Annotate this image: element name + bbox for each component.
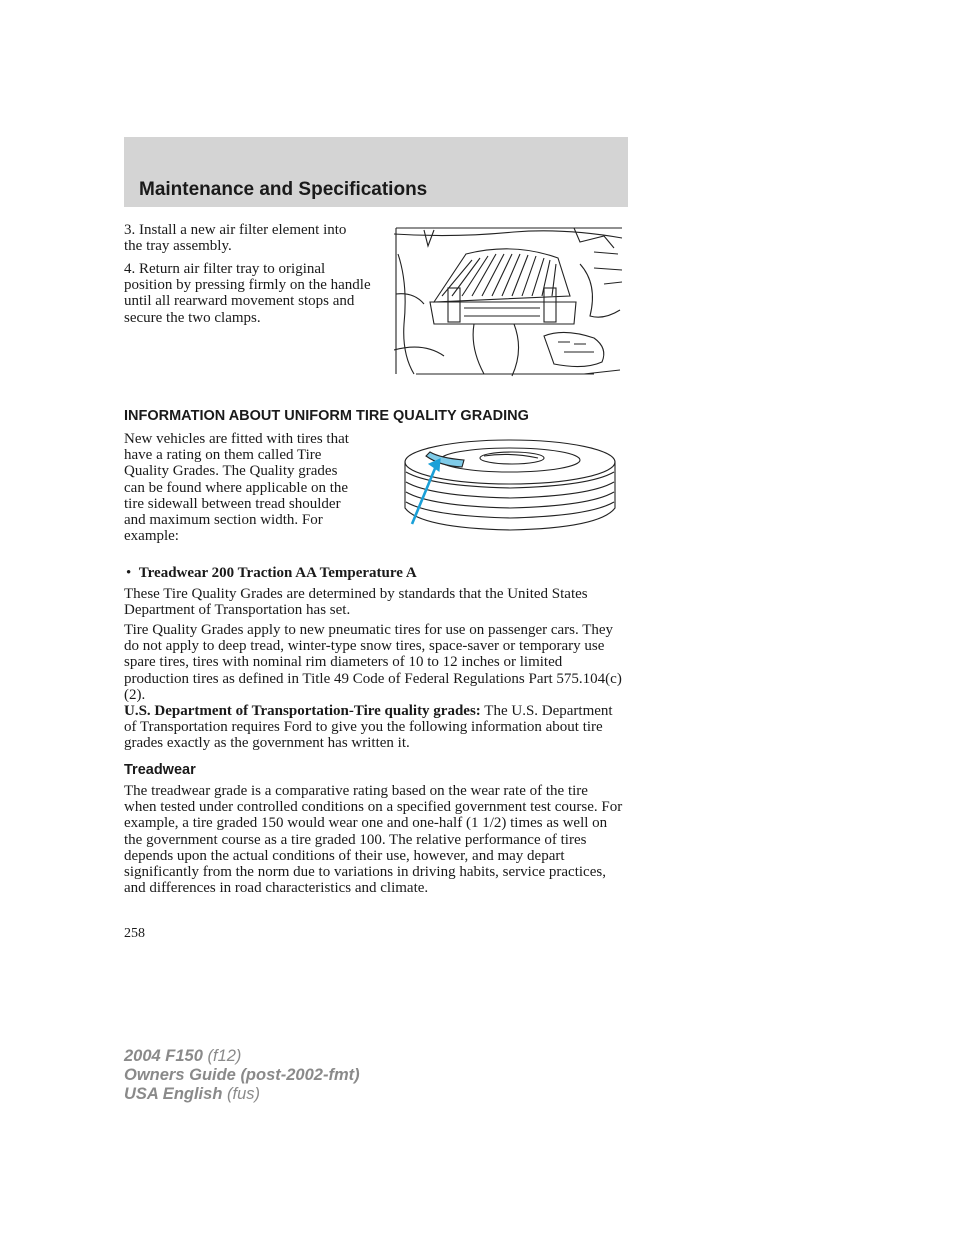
footer-guide: Owners Guide (post-2002-fmt) bbox=[124, 1066, 360, 1084]
dot-grades-text: The U.S. Department of Transportation requires Ford to give you the following information about tire grades exactly as the government has written it. bbox=[124, 703, 613, 752]
tire-grades-para-1: These Tire Quality Grades are determined by standards that the United States Department of Transportation has set. bbox=[124, 586, 588, 619]
step-4-text: 4. Return air filter tray to original position by pressing firmly on the handle until all rearward movement stops and secure the two clamps. bbox=[124, 261, 371, 326]
tire-grading-heading: INFORMATION ABOUT UNIFORM TIRE QUALITY GRADING bbox=[124, 408, 529, 424]
treadwear-heading: Treadwear bbox=[124, 762, 196, 778]
page-number: 258 bbox=[124, 926, 145, 941]
air-filter-illustration bbox=[394, 224, 624, 382]
footer-line-2 bbox=[124, 1066, 360, 1085]
tire-grade-example bbox=[126, 565, 417, 581]
treadwear-text: The treadwear grade is a comparative rating based on the wear rate of the tire when tested under controlled conditions on a specified government test course. For example, a tire graded 150 would wear one and one-half (1 1/2) times as well on the government course as a tire graded 100. The relative performance of tires depends upon the actual conditions of their use, however, and may depart significantly from the norm due to variations in driving habits, service practices, and differences in road characteristics and climate. bbox=[124, 783, 623, 897]
section-title: Maintenance and Specifications bbox=[139, 179, 428, 200]
footer-model-code: (f12) bbox=[202, 1047, 242, 1065]
footer-line-3 bbox=[124, 1085, 360, 1104]
tire-grades-para-2: Tire Quality Grades apply to new pneumatic tires for use on passenger cars. They do not apply to deep tread, winter-type snow tires, space-saver or temporary use spare tires, tires with nominal rim diameters of 10 to 12 inches or limited production tires as defined in Title 49 Code of Federal Regulations Part 575.104(c)(2). bbox=[124, 622, 622, 703]
tire-grading-intro: New vehicles are fitted with tires that have a rating on them called Tire Quality Grades. The Quality grades can be found where applicable on the tire sidewall between tread shoulder and maximum section width. For example: bbox=[124, 431, 349, 545]
document-footer bbox=[124, 1047, 360, 1104]
footer-language-code: (fus) bbox=[222, 1085, 260, 1103]
tire-grade-example-text: Treadwear 200 Traction AA Temperature A bbox=[138, 565, 417, 581]
bullet-mark: • bbox=[126, 565, 139, 581]
tire-illustration bbox=[400, 436, 620, 532]
footer-line-1 bbox=[124, 1047, 360, 1066]
footer-language: USA English bbox=[124, 1085, 223, 1103]
dot-grades-para bbox=[124, 703, 624, 752]
footer-model: 2004 F150 bbox=[124, 1047, 203, 1065]
section-header bbox=[124, 137, 628, 207]
step-3-text: 3. Install a new air filter element into the tray assembly. bbox=[124, 222, 347, 255]
dot-grades-label: U.S. Department of Transportation-Tire quality grades: bbox=[124, 703, 481, 719]
